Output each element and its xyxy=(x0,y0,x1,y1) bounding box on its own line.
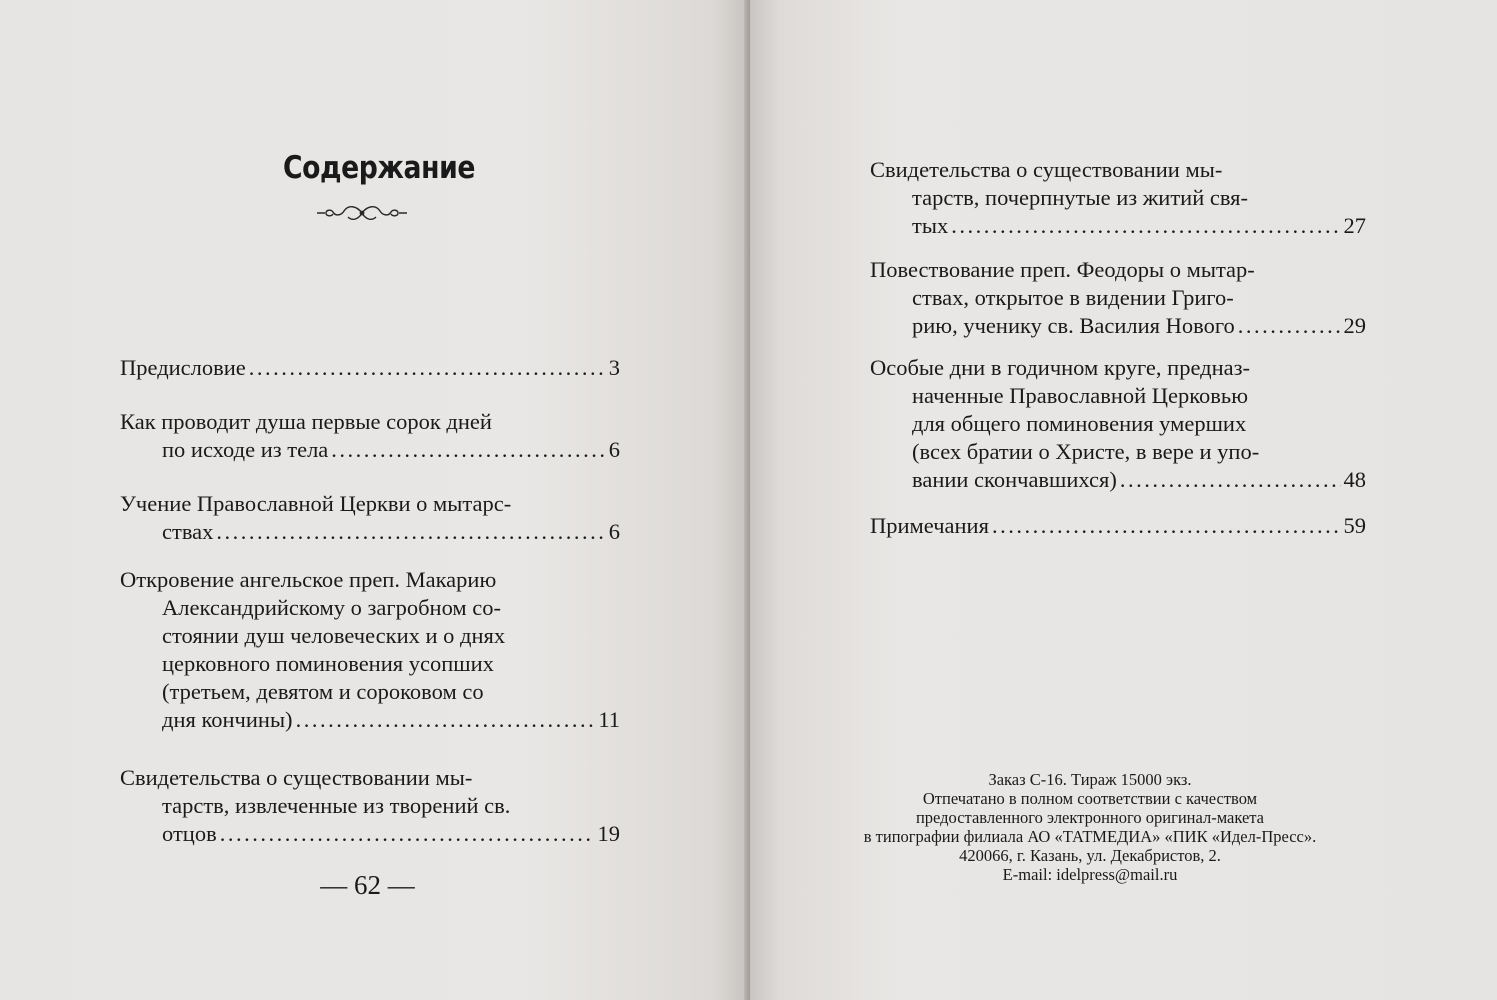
toc-entry-title: отцов xyxy=(162,821,217,846)
toc-entry-title: Предисловие xyxy=(120,355,246,380)
toc-page-number: 27 xyxy=(1343,213,1366,238)
toc-entry-lives-of-saints xyxy=(870,156,1366,240)
toc-entry-teaching xyxy=(120,490,620,546)
imprint-line: Отпечатано в полном соответствии с качеством xyxy=(922,789,1258,808)
imprint-line: в типографии филиала АО «ТАТМЕДИА» «ПИК «Идел-Пресс». xyxy=(863,827,1317,846)
toc-entry-testimonies-fathers xyxy=(120,764,620,848)
toc-entry-line: Александрийскому о загробном со- xyxy=(162,595,501,620)
toc-entry-line: церковного поминовения усопших xyxy=(162,651,494,676)
toc-page-number: 19 xyxy=(597,821,620,846)
toc-page-number: 3 xyxy=(608,355,620,380)
leader-dots xyxy=(1238,312,1341,340)
leader-dots xyxy=(249,354,606,382)
toc-page-number: 29 xyxy=(1343,313,1366,338)
toc-page-number: 48 xyxy=(1343,467,1366,492)
leader-dots xyxy=(1120,466,1341,494)
toc-entry-line: Учение Православной Церкви о мытарс- xyxy=(120,491,512,516)
toc-entry-line: наченные Православной Церковью xyxy=(912,383,1249,408)
toc-entry-line: тарств, почерпнутые из житий свя- xyxy=(912,185,1249,210)
toc-entry-line: (всех братии о Христе, в вере и упо- xyxy=(912,439,1260,464)
toc-entry-title: по исходе из тела xyxy=(162,437,329,462)
imprint-line: E-mail: idelpress@mail.ru xyxy=(1002,865,1178,884)
toc-entry-title: рию, ученику св. Василия Нового xyxy=(912,313,1235,338)
toc-entry-forty-days xyxy=(120,408,620,464)
toc-entry-line: для общего поминовения умерших xyxy=(912,411,1247,436)
toc-entry-line: Повествование преп. Феодоры о мытар- xyxy=(870,257,1255,282)
toc-entry-line: стоянии душ человеческих и о днях xyxy=(162,623,506,648)
toc-entry-line: (третьем, девятом и сороковом со xyxy=(162,679,484,704)
leader-dots xyxy=(331,436,605,464)
imprint-line: предоставленного электронного оригинал-макета xyxy=(915,808,1265,827)
toc-entry-title: Примечания xyxy=(870,513,989,538)
toc-entry-line: ствах, открытое в видении Григо- xyxy=(912,285,1234,310)
toc-entry-line: тарств, извлеченные из творений св. xyxy=(162,793,511,818)
toc-entry-title: тых xyxy=(912,213,949,238)
toc-entry-line: Откровение ангельское преп. Макарию xyxy=(120,567,497,592)
ornament-divider xyxy=(312,203,412,223)
toc-entry-preface xyxy=(120,354,620,382)
leader-dots xyxy=(216,518,605,546)
leader-dots xyxy=(992,512,1341,540)
toc-page-number: 6 xyxy=(608,437,620,462)
leader-dots xyxy=(296,706,596,734)
toc-entry-special-days xyxy=(870,354,1366,494)
toc-page-number: 6 xyxy=(608,519,620,544)
leader-dots xyxy=(951,212,1340,240)
contents-heading: Содержание xyxy=(283,150,475,186)
toc-entry-notes xyxy=(870,512,1366,540)
toc-entry-line: Как проводит душа первые сорок дней xyxy=(120,409,492,434)
leader-dots xyxy=(220,820,595,848)
toc-entry-title: дня кончины) xyxy=(162,707,293,732)
toc-entry-line: Особые дни в годичном круге, предназ- xyxy=(870,355,1251,380)
toc-page-number: 11 xyxy=(598,707,620,732)
imprint-line: 420066, г. Казань, ул. Декабристов, 2. xyxy=(959,846,1221,865)
toc-entry-line: Свидетельства о существовании мы- xyxy=(120,765,473,790)
toc-page-number: 59 xyxy=(1343,513,1366,538)
toc-entry-theodora xyxy=(870,256,1366,340)
page-number-folio: — 62 — xyxy=(320,870,415,900)
printing-imprint xyxy=(820,770,1360,884)
imprint-line: Заказ С-16. Тираж 15000 экз. xyxy=(988,770,1192,789)
toc-entry-title: ствах xyxy=(162,519,214,544)
toc-entry-line: Свидетельства о существовании мы- xyxy=(870,157,1223,182)
toc-entry-title: вании скончавшихся) xyxy=(912,467,1117,492)
toc-entry-revelation xyxy=(120,566,620,734)
